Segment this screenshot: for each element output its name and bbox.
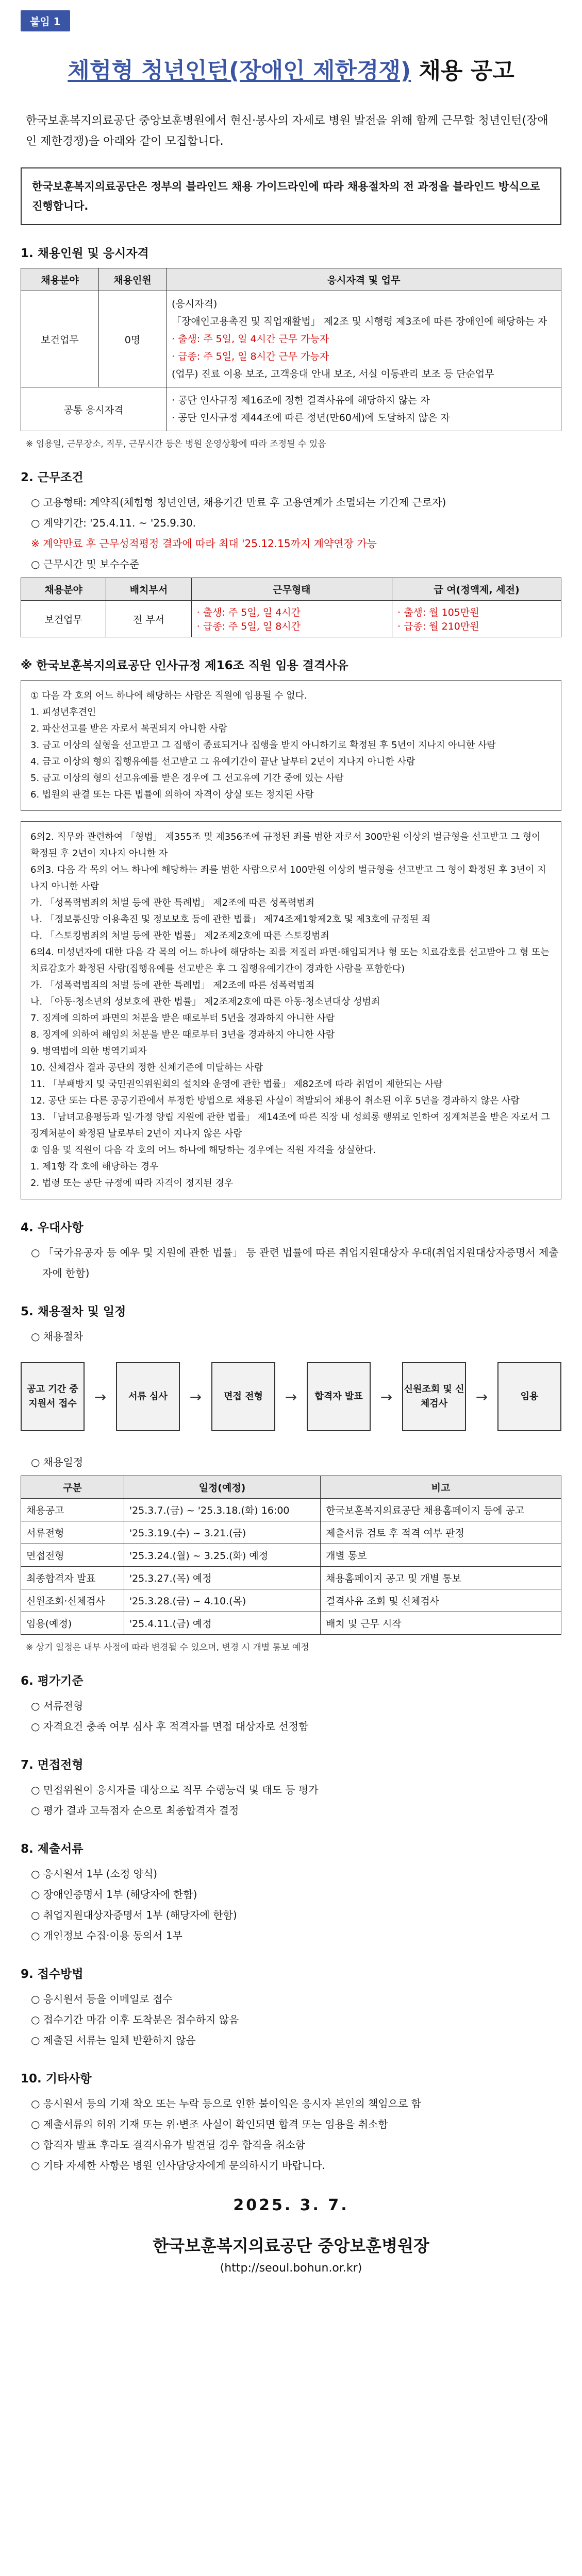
common-line: · 공단 인사규정 제44조에 따른 정년(만60세)에 도달하지 않은 자	[172, 412, 450, 423]
salary-table	[21, 578, 561, 637]
list-item: 다. 「스토킹범죄의 처벌 등에 관한 법률」 제2조제2호에 따른 스토킹범죄	[30, 930, 329, 941]
flow-step: 임용	[497, 1362, 561, 1431]
section-heading: 8. 제출서류	[21, 1842, 84, 1856]
blind-notice: 한국보훈복지의료공단은 정부의 블라인드 채용 가이드라인에 따라 채용절차의 전 과정을 블라인드 방식으로 진행합니다.	[21, 167, 561, 225]
list-item: 6. 법원의 판결 또는 다른 법률에 의하여 자격이 상실 또는 정지된 사람	[30, 789, 314, 800]
page-title	[21, 52, 561, 85]
title-rest: 채용 공고	[411, 58, 514, 84]
table-cell: '25.4.11.(금) 예정	[124, 1612, 320, 1635]
table-cell	[167, 291, 561, 387]
list-item: 나. 「정보통신망 이용촉진 및 정보보호 등에 관한 법률」 제74조제1항제2호 및 제3호에 규정된 죄	[30, 914, 431, 925]
list-item: ○ 장애인증명서 1부 (해당자에 한함)	[31, 1888, 197, 1901]
table-cell: 면접전형	[21, 1544, 124, 1567]
list-item: ○ 제출된 서류는 일체 반환하지 않음	[31, 2034, 196, 2046]
flow-step: 공고 기간 중 지원서 접수	[21, 1362, 85, 1431]
list-item: ○ 서류전형	[31, 1700, 84, 1712]
table-cell: 서류전형	[21, 1521, 124, 1544]
interview-list	[31, 1780, 561, 1821]
list-item: ○ 제출서류의 허위 기재 또는 위·변조 사실이 확인되면 합격 또는 임용을 취소함	[31, 2118, 388, 2130]
qualification-table	[21, 268, 561, 431]
list-item: ○ 개인정보 수집·이용 동의서 1부	[31, 1929, 182, 1942]
arrow-right-icon: →	[285, 1388, 297, 1405]
section-heading: 1. 채용인원 및 응시자격	[21, 247, 149, 260]
list-item: 6의3. 다음 각 목의 어느 하나에 해당하는 죄를 범한 사람으로서 100만원 이상의 벌금형을 선고받고 그 형이 확정된 후 3년이 지나지 아니한 사람	[30, 865, 546, 892]
section-heading: 6. 평가기준	[21, 1674, 84, 1688]
section-heading: 4. 우대사항	[21, 1221, 84, 1234]
list-item: ○ 취업지원대상자증명서 1부 (해당자에 한함)	[31, 1909, 237, 1921]
list-item: ○ 고용형태: 계약직(체험형 청년인턴, 채용기간 만료 후 고용연계가 소멸되는 기간제 근로자)	[31, 496, 446, 509]
list-item: 3. 금고 이상의 실형을 선고받고 그 집행이 종료되거나 집행을 받지 아니하기로 확정된 후 5년이 지나지 아니한 사람	[30, 740, 496, 751]
table-header: 구분	[21, 1476, 124, 1499]
condition-list	[31, 492, 561, 574]
table-cell: '25.3.24.(월) ~ 3.25.(화) 예정	[124, 1544, 320, 1567]
table-header: 일정(예정)	[124, 1476, 320, 1499]
evaluation-list	[31, 1696, 561, 1737]
title-highlight: 체험형 청년인턴(장애인 제한경쟁)	[68, 58, 411, 84]
table-cell: 결격사유 조회 및 신체검사	[321, 1589, 561, 1612]
list-item: 9. 병역법에 의한 병역기피자	[30, 1046, 147, 1057]
table-header: 채용분야	[21, 268, 99, 291]
arrow-right-icon: →	[380, 1388, 393, 1405]
section-heading: 7. 면접전형	[21, 1758, 84, 1772]
intro-text: 한국보훈복지의료공단 중앙보훈병원에서 현신·봉사의 자세로 병원 발전을 위해 함께 근무할 청년인턴(장애인 제한경쟁)을 아래와 같이 모집합니다.	[26, 114, 548, 148]
table-cell: 배치 및 근무 시작	[321, 1612, 561, 1635]
list-item: ② 임용 및 직원이 다음 각 호의 어느 하나에 해당하는 경우에는 직원 자격을 상실한다.	[30, 1145, 376, 1156]
list-item: 1. 피성년후견인	[30, 707, 96, 718]
table-cell: 채용홈페이지 공고 및 개별 통보	[321, 1567, 561, 1589]
table-cell: 한국보훈복지의료공단 채용홈페이지 등에 공고	[321, 1499, 561, 1521]
schedule-table	[21, 1476, 561, 1635]
table-header: 채용인원	[99, 268, 167, 291]
qual-line: · 급종: 주 5일, 일 8시간 근무 가능자	[172, 351, 329, 362]
disqualification-box-2	[21, 821, 561, 1199]
procedure-label	[31, 1326, 561, 1347]
organization-name: 한국보훈복지의료공단 중앙보훈병원장	[153, 2236, 429, 2256]
list-item: 13. 「남녀고용평등과 일·가정 양립 지원에 관한 법률」 제14조에 따른 직장 내 성희롱 행위로 인하여 징계처분을 받은 자로서 그 징계처분이 확정된 날로부터 2년이 지나지 않은 사람	[30, 1112, 550, 1139]
table-cell: 최종합격자 발표	[21, 1567, 124, 1589]
application-list	[31, 1989, 561, 2050]
list-item: ○ 채용절차	[31, 1330, 84, 1343]
section-heading: 2. 근무조건	[21, 471, 84, 484]
list-item: 1. 제1항 각 호에 해당하는 경우	[30, 1161, 159, 1172]
section-heading: ※ 한국보훈복지의료공단 인사규정 제16조 직원 임용 결격사유	[21, 659, 348, 672]
list-item: ○ 자격요건 충족 여부 심사 후 적격자를 면접 대상자로 선정함	[31, 1720, 309, 1733]
list-item: ○ 합격자 발표 후라도 결격사유가 발견될 경우 합격을 취소함	[31, 2139, 305, 2151]
table-cell: 보건업무	[21, 291, 99, 387]
list-item: 12. 공단 또는 다른 공공기관에서 부정한 방법으로 채용된 사실이 적발되어 채용이 취소된 이후 5년을 경과하지 않은 사람	[30, 1095, 520, 1106]
flow-step: 신원조회 및 신체검사	[402, 1362, 466, 1431]
table-cell: '25.3.7.(금) ~ '25.3.18.(화) 16:00	[124, 1499, 320, 1521]
disqualification-box-1	[21, 680, 561, 811]
table-cell: 전 부서	[106, 601, 191, 637]
list-item: 가. 「성폭력범죄의 처벌 등에 관한 특례법」 제2조에 따른 성폭력범죄	[30, 980, 315, 991]
arrow-right-icon: →	[94, 1388, 107, 1405]
table-cell: '25.3.27.(목) 예정	[124, 1567, 320, 1589]
qual-line: 「장애인고용촉진 및 직업재활법」 제2조 및 시행령 제3조에 따른 장애인에 해당하는 자	[172, 316, 547, 327]
table-cell: '25.3.19.(수) ~ 3.21.(금)	[124, 1521, 320, 1544]
preference-text	[31, 1242, 561, 1283]
table-header: 배치부서	[106, 578, 191, 601]
table-header: 비고	[321, 1476, 561, 1499]
list-item: ○ 근무시간 및 보수수준	[31, 558, 140, 570]
table-header: 응시자격 및 업무	[167, 268, 561, 291]
list-item: 나. 「아동·청소년의 성보호에 관한 법률」 제2조제2호에 따른 아동·청소년대상 성범죄	[30, 996, 380, 1007]
announcement-date: 2025. 3. 7.	[233, 2196, 349, 2214]
section-heading: 5. 채용절차 및 일정	[21, 1305, 126, 1318]
table-header: 급 여(정액제, 세전)	[392, 578, 561, 601]
table-cell: 신원조회·신체검사	[21, 1589, 124, 1612]
list-item: ○ 계약기간: '25.4.11. ~ '25.9.30.	[31, 517, 196, 529]
section-heading: 10. 기타사항	[21, 2072, 92, 2086]
list-item: 10. 신체검사 결과 공단의 정한 신체기준에 미달하는 사람	[30, 1062, 263, 1073]
list-item: ○ 평가 결과 고득점자 순으로 최종합격자 결정	[31, 1804, 239, 1817]
list-item: ○ 면접위원이 응시자를 대상으로 직무 수행능력 및 태도 등 평가	[31, 1784, 319, 1796]
table-header: 채용분야	[21, 578, 106, 601]
list-item: 8. 징계에 의하여 해임의 처분을 받은 때로부터 3년을 경과하지 아니한 사람	[30, 1029, 335, 1040]
website-link[interactable]: (http://seoul.bohun.or.kr)	[220, 2262, 362, 2275]
table-header: 근무형태	[191, 578, 392, 601]
list-item: ○ 응시원서 등을 이메일로 접수	[31, 1993, 173, 2005]
documents-list	[31, 1863, 561, 1946]
announcement-page	[21, 10, 561, 2275]
footnote: ※ 상기 일정은 내부 사정에 따라 변경될 수 있으며, 변경 시 개별 통보 예정	[26, 1642, 309, 1653]
list-item: 2. 법령 또는 공단 규정에 따라 자격이 정지된 경우	[30, 1178, 234, 1189]
table-cell: · 출생: 월 105만원 · 급종: 월 210만원	[392, 601, 561, 637]
table-cell: · 출생: 주 5일, 일 4시간 · 급종: 주 5일, 일 8시간	[191, 601, 392, 637]
table-cell: 공통 응시자격	[21, 387, 167, 431]
common-line: · 공단 인사규정 제16조에 정한 결격사유에 해당하지 않는 자	[172, 395, 430, 406]
section-heading: 9. 접수방법	[21, 1968, 84, 1981]
list-item: 가. 「성폭력범죄의 처벌 등에 관한 특례법」 제2조에 따른 성폭력범죄	[30, 897, 315, 908]
arrow-right-icon: →	[189, 1388, 202, 1405]
qual-line: · 출생: 주 5일, 일 4시간 근무 가능자	[172, 333, 329, 345]
table-cell: 개별 통보	[321, 1544, 561, 1567]
list-item: 5. 금고 이상의 형의 선고유예를 받은 경우에 그 선고유예 기간 중에 있는 사람	[30, 773, 344, 784]
arrow-right-icon: →	[475, 1388, 488, 1405]
list-item: ○ 채용일정	[31, 1456, 84, 1468]
flow-step: 면접 전형	[211, 1362, 275, 1431]
schedule-label	[31, 1452, 561, 1472]
misc-list	[31, 2093, 561, 2176]
table-cell	[167, 387, 561, 431]
table-cell: 보건업무	[21, 601, 106, 637]
table-cell: 채용공고	[21, 1499, 124, 1521]
list-item: ○ 응시원서 등의 기재 착오 또는 누락 등으로 인한 불이익은 응시자 본인의 책임으로 함	[31, 2097, 421, 2110]
list-item: 2. 파산선고를 받은 자로서 복권되지 아니한 사람	[30, 723, 227, 734]
list-item: 7. 징계에 의하여 파면의 처분을 받은 때로부터 5년을 경과하지 아니한 사람	[30, 1013, 335, 1024]
list-item: 4. 금고 이상의 형의 집행유예를 선고받고 그 유예기간이 끝난 날부터 2년이 지나지 아니한 사람	[30, 756, 415, 767]
list-item: ○ 「국가유공자 등 예우 및 지원에 관한 법률」 등 관련 법률에 따른 취업지원대상자 우대(취업지원대상자증명서 제출자에 한함)	[31, 1246, 559, 1279]
qual-line: (응시자격)	[172, 298, 218, 310]
list-item: 6의4. 미성년자에 대한 다음 각 목의 어느 하나에 해당하는 죄를 저질러 파면·해임되거나 형 또는 치료감호를 선고받아 그 형 또는 치료감호가 확정된 사람(집행유예를 선고받은 후 그 집행유예기간이 경과한 사람을 포함한다)	[30, 947, 550, 974]
list-item: ○ 기타 자세한 사항은 병원 인사담당자에게 문의하시기 바랍니다.	[31, 2159, 325, 2172]
table-cell: '25.3.28.(금) ~ 4.10.(목)	[124, 1589, 320, 1612]
flow-step: 합격자 발표	[307, 1362, 371, 1431]
qual-line: (업무) 진료 이용 보조, 고객응대 안내 보조, 서실 이동관리 보조 등 단순업무	[172, 368, 494, 380]
attachment-badge: 붙임 1	[21, 10, 70, 31]
table-cell: 제출서류 검토 후 적격 여부 판정	[321, 1521, 561, 1544]
list-item: 11. 「부패방지 및 국민권익위원회의 설치와 운영에 관한 법률」 제82조에 따라 취업이 제한되는 사람	[30, 1079, 443, 1090]
list-item: ○ 응시원서 1부 (소정 양식)	[31, 1868, 158, 1880]
list-item: ※ 계약만료 후 근무성적평정 결과에 따라 최대 '25.12.15까지 계약연장 가능	[31, 537, 377, 550]
list-item: 6의2. 직무와 관련하여 「형법」 제355조 및 제356조에 규정된 죄를 범한 자로서 300만원 이상의 벌금형을 선고받고 그 형이 확정된 후 2년이 지나지 아니한 자	[30, 832, 541, 859]
table-cell: 0명	[99, 291, 167, 387]
list-item: ① 다음 각 호의 어느 하나에 해당하는 사람은 직원에 임용될 수 없다.	[30, 690, 307, 701]
footer	[21, 2196, 561, 2275]
flow-step: 서류 심사	[116, 1362, 180, 1431]
table-cell: 임용(예정)	[21, 1612, 124, 1635]
footnote: ※ 임용일, 근무장소, 직무, 근무시간 등은 병원 운영상황에 따라 조정될 수 있음	[26, 439, 326, 449]
list-item: ○ 접수기간 마감 이후 도착분은 접수하지 않음	[31, 2013, 239, 2026]
procedure-flow	[21, 1362, 561, 1431]
